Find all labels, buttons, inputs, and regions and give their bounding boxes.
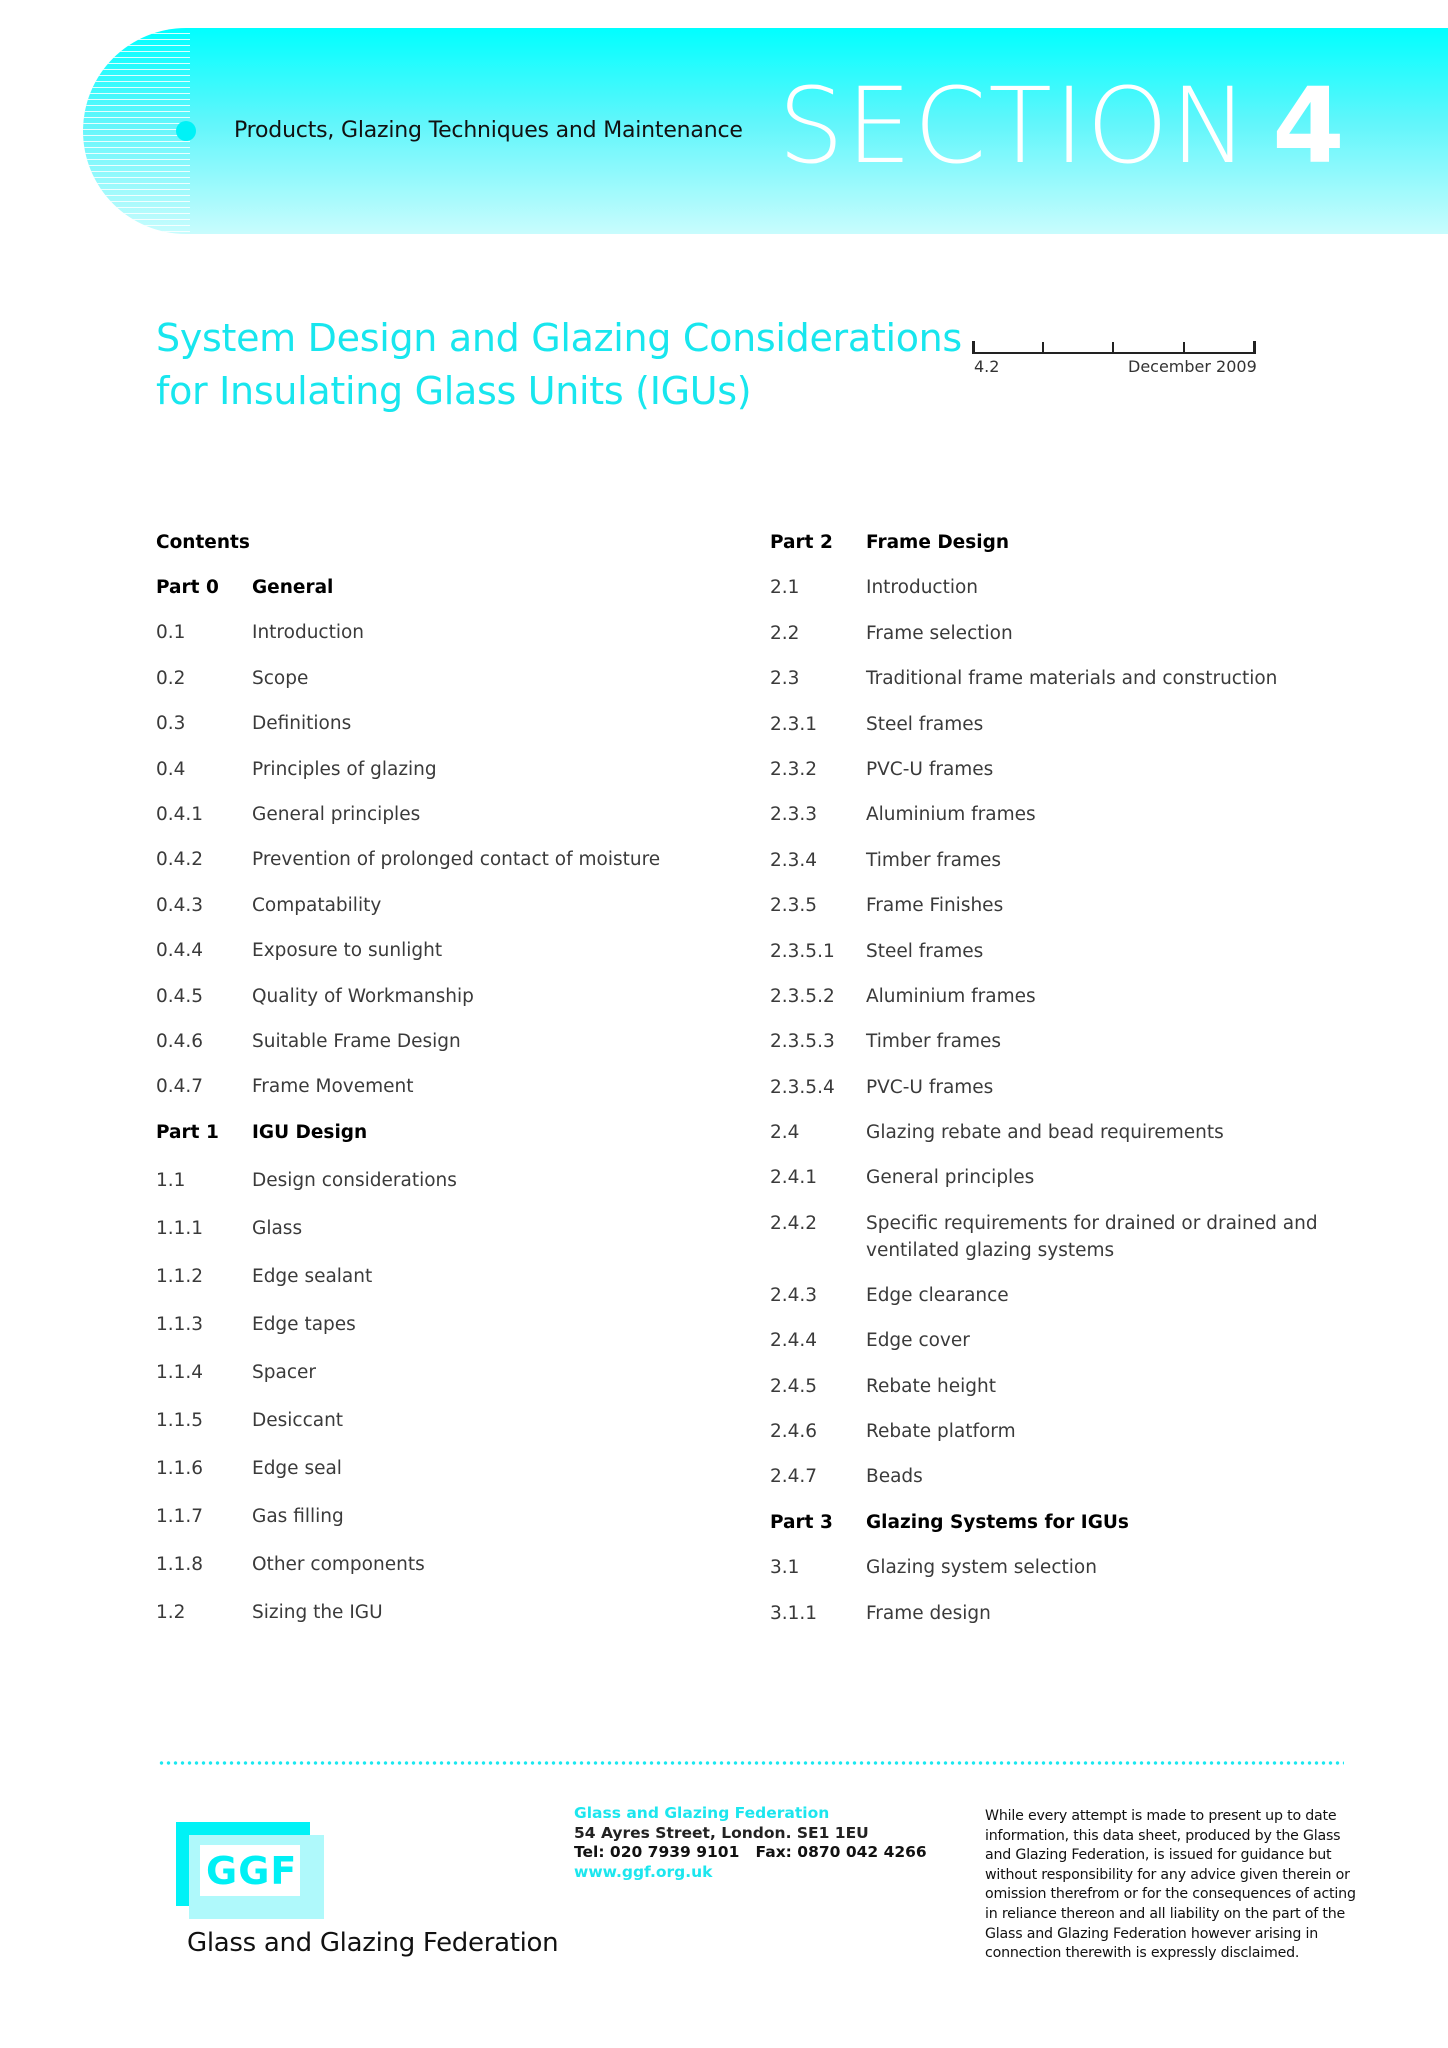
toc-entry[interactable]: 2.4.4 Edge cover <box>770 1330 970 1352</box>
toc-entry[interactable]: 0.4.2 Prevention of prolonged contact of moisture <box>156 849 661 871</box>
toc-entry[interactable]: 1.1.1 Glass <box>156 1217 303 1239</box>
document-title-line-1: System Design and Glazing Considerations <box>156 316 962 360</box>
contact-org: Glass and Glazing Federation <box>574 1804 830 1822</box>
contact-phone-fax: Tel: 020 7939 9101 Fax: 0870 042 4266 <box>574 1843 927 1861</box>
toc-entry[interactable]: 2.4.7 Beads <box>770 1466 923 1488</box>
toc-entry[interactable]: 0.2 Scope <box>156 667 309 689</box>
contact-block <box>574 1804 927 1882</box>
toc-entry[interactable]: 0.4.6 Suitable Frame Design <box>156 1030 461 1052</box>
toc-entry[interactable]: 2.3.5.1 Steel frames <box>770 940 984 962</box>
series-subtitle: Products, Glazing Techniques and Maintenance <box>234 118 743 143</box>
toc-entry[interactable]: 0.4.5 Quality of Workmanship <box>156 985 474 1007</box>
document-title-line-2: for Insulating Glass Units (IGUs) <box>156 369 752 413</box>
toc-entry[interactable]: 2.4.6 Rebate platform <box>770 1421 1016 1443</box>
toc-entry[interactable]: 2.4.5 Rebate height <box>770 1375 996 1397</box>
toc-entry[interactable]: 1.1.5 Desiccant <box>156 1409 344 1431</box>
toc-entry[interactable]: 2.3.4 Timber frames <box>770 849 1002 871</box>
toc-entry[interactable]: 1.1.6 Edge seal <box>156 1457 342 1479</box>
toc-entry[interactable]: 3.1 Glazing system selection <box>770 1557 1097 1579</box>
logo-caption: Glass and Glazing Federation <box>187 1928 559 1958</box>
toc-part-heading[interactable]: Part 1 IGU Design <box>156 1121 368 1143</box>
toc-entry[interactable]: 1.1.7 Gas filling <box>156 1505 344 1527</box>
toc-entry[interactable]: 0.4 Principles of glazing <box>156 758 437 780</box>
toc-entry[interactable]: 2.3.5.2 Aluminium frames <box>770 985 1036 1007</box>
toc-left-column <box>156 529 756 1647</box>
toc-entry[interactable]: 3.1.1 Frame design <box>770 1602 991 1624</box>
toc-entry[interactable]: 0.4.1 General principles <box>156 803 421 825</box>
bullet-dot-icon <box>176 121 196 141</box>
toc-entry[interactable]: 2.2 Frame selection <box>770 622 1013 644</box>
reference-scale-bar <box>972 334 1256 354</box>
toc-entry[interactable]: 2.1 Introduction <box>770 577 979 599</box>
toc-entry[interactable]: 0.4.7 Frame Movement <box>156 1076 414 1098</box>
toc-entry[interactable]: 1.2 Sizing the IGU <box>156 1601 383 1623</box>
disclaimer-text: While every attempt is made to present up to date information, this data sheet, produced by the Glass and Glazing Federation, is issued for guidance but without responsibility for any advice given therein or omission therefrom or for the consequences of acting in reliance thereon and all liability on the part of the Glass and Glazing Federation however arising in connection therewith is expressly disclaimed. <box>985 1808 1356 1962</box>
website-link[interactable]: www.ggf.org.uk <box>574 1862 713 1881</box>
toc-entry[interactable]: 0.4.3 Compatability <box>156 894 382 916</box>
toc-entry[interactable]: 1.1.8 Other components <box>156 1553 425 1575</box>
toc-entry[interactable]: 2.3.5.4 PVC-U frames <box>770 1076 994 1098</box>
toc-entry[interactable]: 2.4.3 Edge clearance <box>770 1284 1009 1306</box>
section-word: SECTION <box>778 65 1251 187</box>
toc-entry[interactable]: 2.3.3 Aluminium frames <box>770 804 1036 826</box>
toc-entry[interactable]: 2.3.5.3 Timber frames <box>770 1031 1002 1053</box>
section-number: 4 <box>1272 65 1347 187</box>
toc-entry[interactable]: 1.1.4 Spacer <box>156 1361 316 1383</box>
toc-entry[interactable]: 0.3 Definitions <box>156 713 352 735</box>
section-title <box>778 65 1347 187</box>
toc-entry[interactable]: 2.4 Glazing rebate and bead requirements <box>770 1122 1224 1144</box>
toc-part-heading[interactable]: Part 2 Frame Design <box>770 532 1009 553</box>
toc-heading: Contents <box>156 532 250 553</box>
toc-entry[interactable]: 2.3 Traditional frame materials and construction <box>770 668 1278 690</box>
logo-text: GGF <box>206 1849 298 1893</box>
toc-part-heading[interactable]: Part 0 General <box>156 577 334 598</box>
toc-entry[interactable]: 0.4.4 Exposure to sunlight <box>156 940 443 962</box>
reference-number: 4.2 <box>974 357 1000 376</box>
toc-entry[interactable]: 2.3.2 PVC-U frames <box>770 758 994 780</box>
toc-entry[interactable]: 1.1.3 Edge tapes <box>156 1313 356 1335</box>
toc-entry[interactable]: 2.3.1 Steel frames <box>770 713 984 735</box>
toc-entry[interactable]: 2.4.2 Specific requirements for drained or drained and ventilated glazing systems <box>770 1212 1318 1261</box>
toc-entry[interactable]: 1.1.2 Edge sealant <box>156 1265 373 1287</box>
toc-entry[interactable]: 2.4.1 General principles <box>770 1167 1035 1189</box>
toc-part-heading[interactable]: Part 3 Glazing Systems for IGUs <box>770 1511 1129 1533</box>
toc-entry[interactable]: 0.1 Introduction <box>156 622 365 644</box>
publication-date: December 2009 <box>1128 357 1257 376</box>
contact-address: 54 Ayres Street, London. SE1 1EU <box>574 1823 869 1842</box>
ggf-logo <box>176 1822 324 1920</box>
document-title <box>156 312 962 418</box>
toc-entry[interactable]: 1.1 Design considerations <box>156 1169 457 1191</box>
footer-dotted-divider <box>158 1761 1344 1765</box>
toc-right-column <box>770 529 1350 1645</box>
header-stripe-pattern <box>83 28 190 234</box>
toc-entry[interactable]: 2.3.5 Frame Finishes <box>770 895 1004 917</box>
